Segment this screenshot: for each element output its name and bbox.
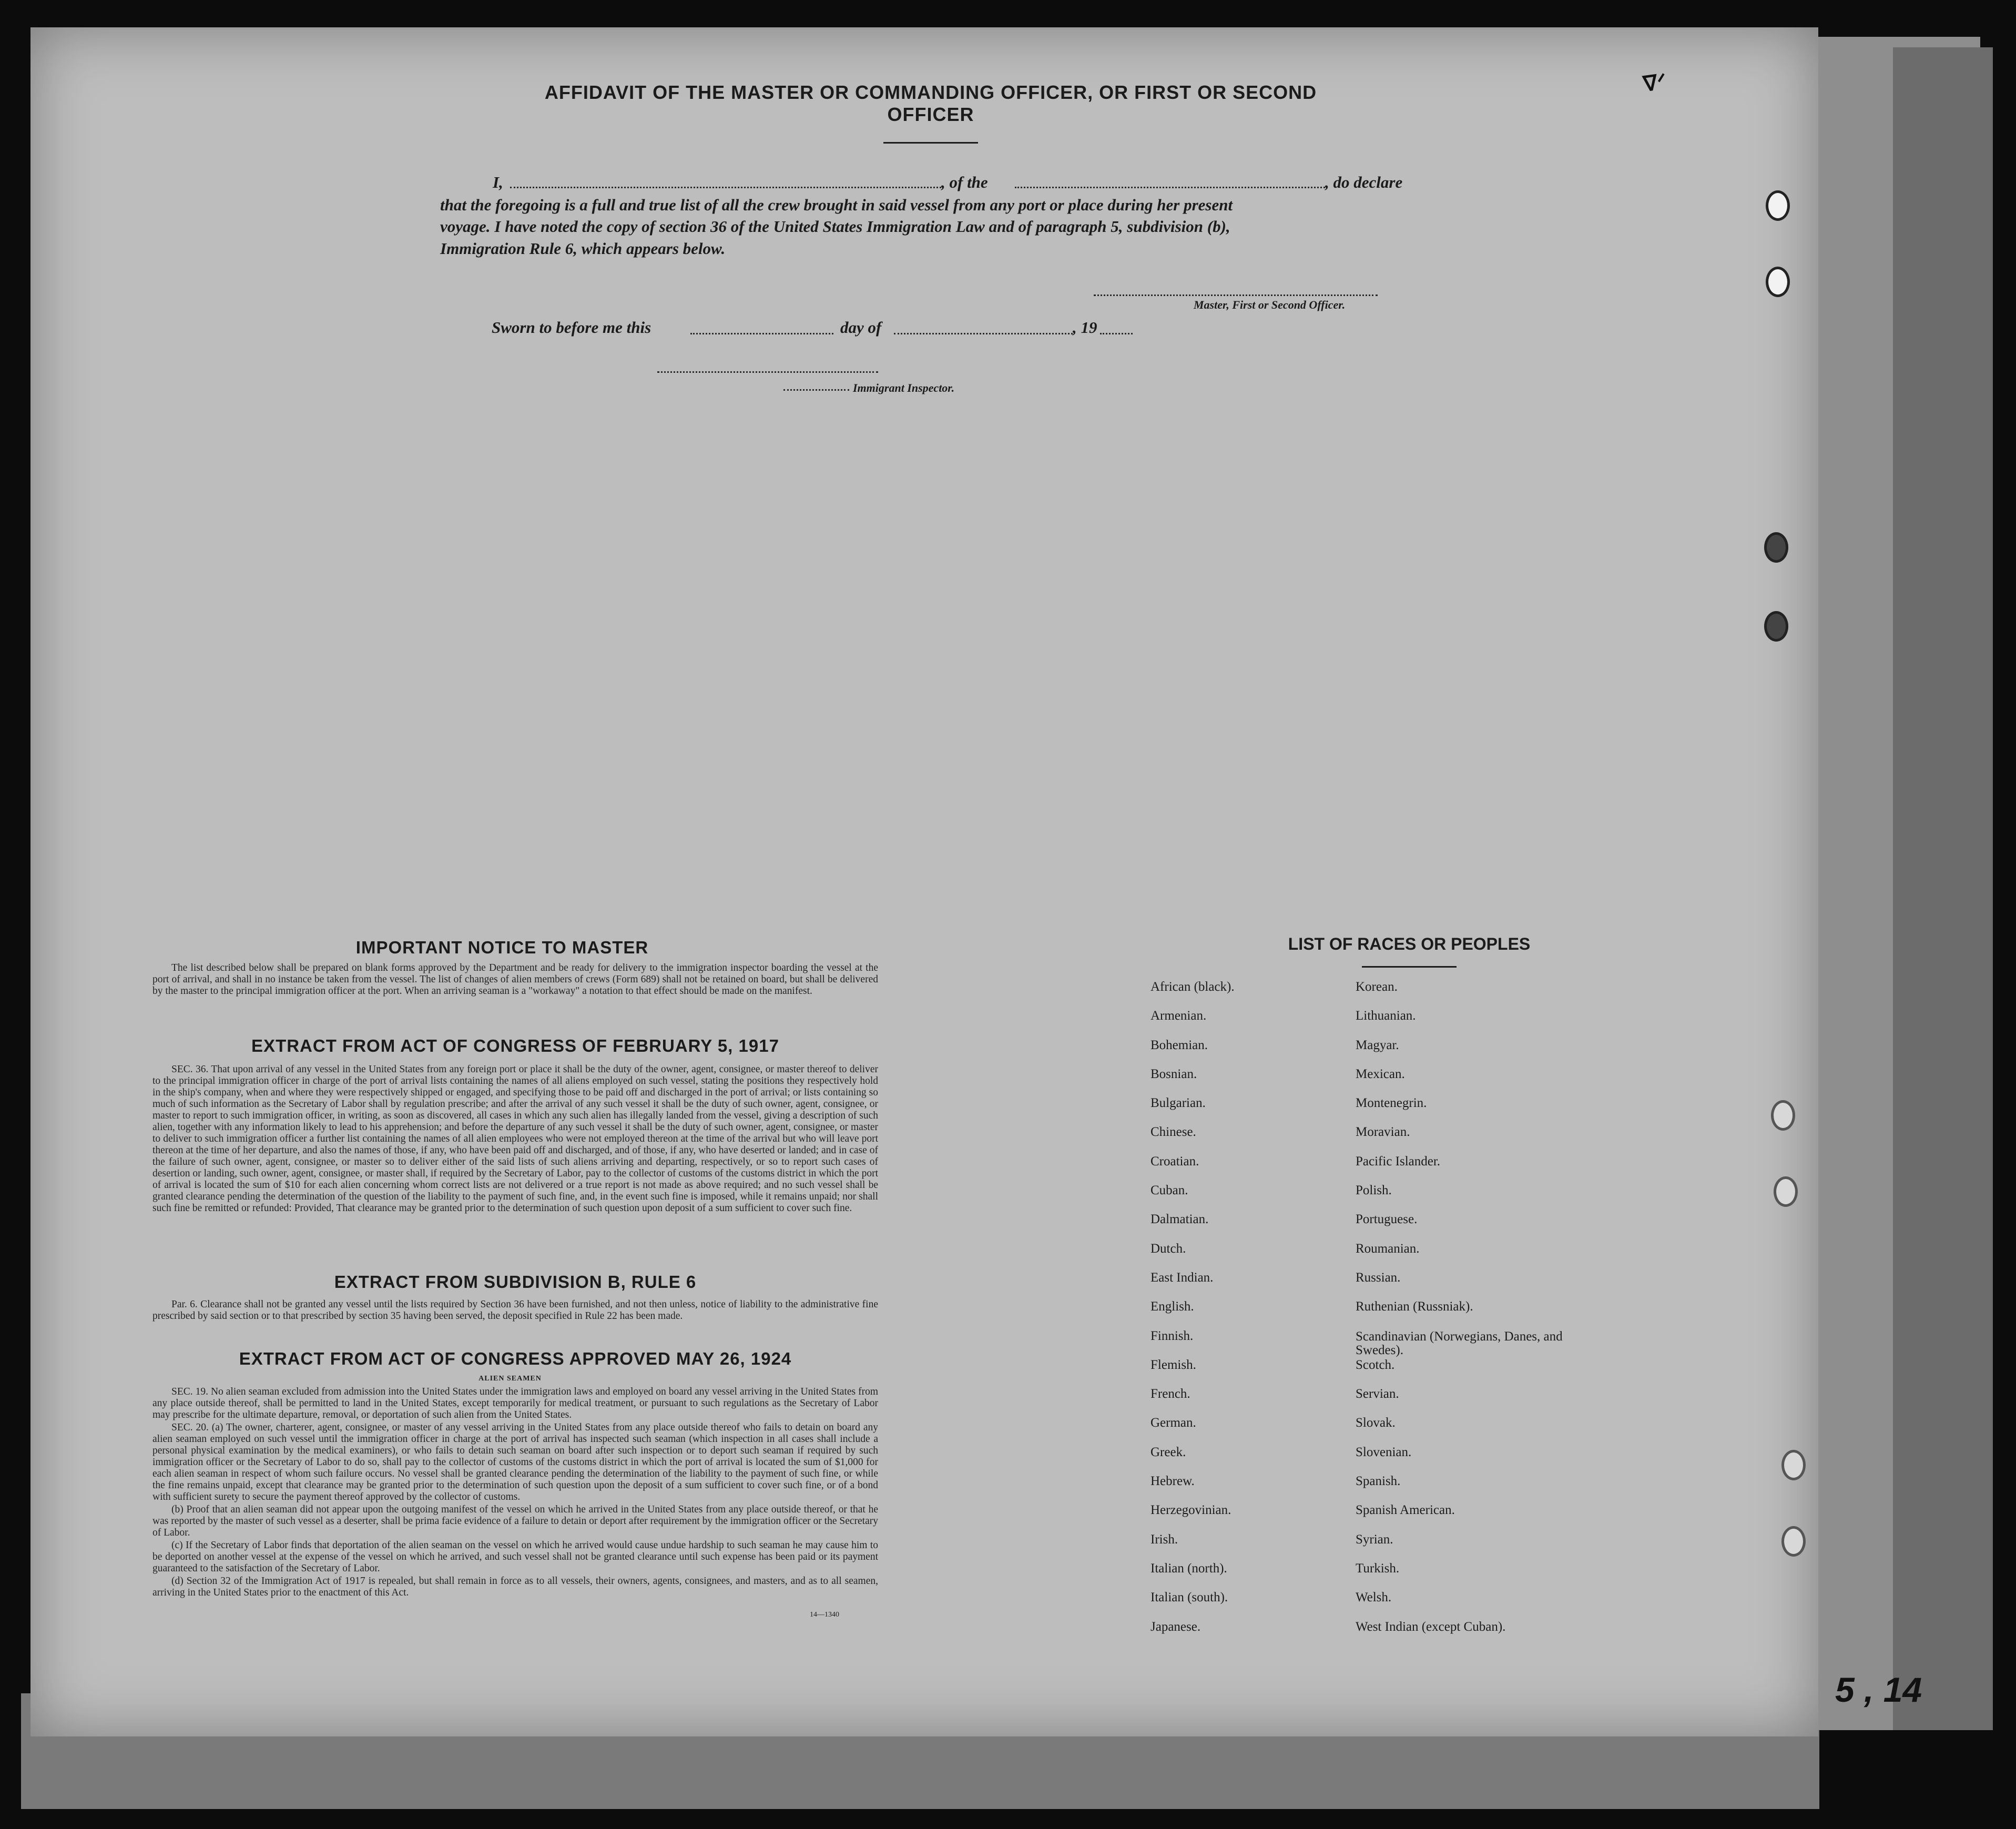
race-item: French. bbox=[1150, 1387, 1190, 1401]
of-the-label: , of the bbox=[941, 173, 988, 191]
year-label: , 19 bbox=[1073, 318, 1097, 337]
extract-1924-text bbox=[152, 1386, 878, 1600]
race-item: West Indian (except Cuban). bbox=[1356, 1619, 1506, 1634]
race-item: Cuban. bbox=[1150, 1183, 1188, 1198]
race-item: Mexican. bbox=[1356, 1066, 1405, 1081]
race-item: Bulgarian. bbox=[1150, 1096, 1206, 1111]
race-item: Moravian. bbox=[1356, 1125, 1410, 1140]
race-item: Korean. bbox=[1356, 980, 1398, 994]
signature-blank bbox=[1094, 294, 1378, 296]
affidavit-title: AFFIDAVIT OF THE MASTER OR COMMANDING OFFICER, OR FIRST OR SECOND OFFICER bbox=[544, 82, 1317, 125]
affidavit-body-line3: Immigration Rule 6, which appears below. bbox=[440, 239, 726, 258]
extract-1917-title: EXTRACT FROM ACT OF CONGRESS OF FEBRUARY 5, 1917 bbox=[251, 1036, 779, 1055]
race-item: Spanish. bbox=[1356, 1474, 1401, 1489]
sec19-paragraph: SEC. 19. No alien seaman excluded from admission into the United States under the immigration laws and employed on board any vessel arriving in the United States from any place outside thereof, shall be permitted to land in the United States, except temporarily for medical treatment, or pursuant to such regulations as the Secretary of Labor may prescribe for the ultimate departure, removal, or deportation of such alien from the United States. bbox=[152, 1386, 878, 1420]
races-title: LIST OF RACES OR PEOPLES bbox=[1288, 934, 1531, 953]
vessel-blank bbox=[1015, 187, 1325, 188]
notice-title: IMPORTANT NOTICE TO MASTER bbox=[355, 938, 649, 957]
binder-hole-icon bbox=[1764, 611, 1788, 642]
race-item: English. bbox=[1150, 1299, 1194, 1314]
races-right-column bbox=[1356, 981, 1576, 1650]
backing-sheet-edge bbox=[1893, 47, 1993, 1730]
extract-1924-title: EXTRACT FROM ACT OF CONGRESS APPROVED MAY 26, 1924 bbox=[239, 1349, 792, 1368]
extract-rule6-paragraph: Par. 6. Clearance shall not be granted any vessel until the lists required by Section 36 have been furnished, and not then unless, notice of liability to the administrative fine prescribed by said section or to that prescribed by section 35 having been served, the deposit specified in Rule 22 has been made. bbox=[152, 1299, 878, 1322]
sec20a-paragraph: SEC. 20. (a) The owner, charterer, agent, consignee, or master of any vessel arriving in the United States from any place outside thereof who fails to detain on board any alien seaman employed on such vessel until the immigration officer in charge at the port of arrival has inspected such seaman (which inspection in all cases shall include a personal physical examination by the medical examiners), or who fails to detain such seaman on board after such inspection or to deport such seaman if required by such immigration officer or the Secretary of Labor to do so, shall pay to the collector of customs of the customs district in which the port of arrival is located the sum of $1,000 for each alien seaman in respect of whom such failure occurs. No vessel shall be granted clearance pending the determination of the liability to the payment of such fine, or while the fine remains unpaid, except that clearance may be granted prior to the determination of such question upon the deposit of a sum sufficient to cover such fine, or of a bond with sufficient surety to secure the payment thereof approved by the collector of customs. bbox=[152, 1422, 878, 1502]
race-item: Slovenian. bbox=[1356, 1445, 1412, 1459]
binder-hole-icon bbox=[1766, 267, 1790, 297]
race-item: Roumanian. bbox=[1356, 1241, 1420, 1256]
handwritten-page-number: 5 , 14 bbox=[1835, 1670, 1922, 1709]
race-item: Turkish. bbox=[1356, 1561, 1400, 1576]
binder-hole-icon bbox=[1771, 1100, 1795, 1131]
affidavit-body-line1: that the foregoing is a full and true list of all the crew brought in said vessel from any port or place during her present bbox=[440, 196, 1233, 214]
race-item: Portuguese. bbox=[1356, 1212, 1418, 1227]
race-item: Bohemian. bbox=[1150, 1038, 1208, 1052]
race-item: Bosnian. bbox=[1150, 1066, 1197, 1081]
race-item: German. bbox=[1150, 1416, 1196, 1430]
sworn-year-blank bbox=[1100, 333, 1133, 334]
sec20c-paragraph: (c) If the Secretary of Labor finds that deportation of the alien seaman on the vessel on which he arrived would cause undue hardship to such seaman he may cause him to be deported on another vessel at the expense of the vessel on which he arrived, and such vessel shall not be granted clearance until such expense has been paid or its payment guaranteed to the satisfaction of the Secretary of Labor. bbox=[152, 1540, 878, 1574]
race-item: Irish. bbox=[1150, 1532, 1178, 1547]
affidavit-body-line2: voyage. I have noted the copy of section 36 of the United States Immigration Law and of paragraph 5, subdivision (b), bbox=[440, 217, 1230, 236]
race-item: Scotch. bbox=[1356, 1357, 1395, 1372]
race-item: African (black). bbox=[1150, 980, 1235, 994]
sworn-label: Sworn to before me this bbox=[492, 318, 651, 337]
race-item: Hebrew. bbox=[1150, 1474, 1195, 1489]
race-item: Greek. bbox=[1150, 1445, 1186, 1459]
binder-hole-icon bbox=[1766, 190, 1790, 221]
race-item: Welsh. bbox=[1356, 1590, 1392, 1605]
affidavit-i-label: I, bbox=[493, 173, 503, 191]
extract-rule6-text bbox=[152, 1299, 878, 1323]
race-item: Croatian. bbox=[1150, 1154, 1199, 1168]
sec20b-paragraph: (b) Proof that an alien seaman did not appear upon the outgoing manifest of the vessel on which he arrived in the United States from any place outside thereof, or that he was reported by the master of such vessel as a deserter, shall be prima facie evidence of a failure to detain or deport after requirement by the immigration officer or the Secretary of Labor. bbox=[152, 1504, 878, 1538]
declare-label: , do declare bbox=[1325, 173, 1403, 191]
sworn-month-blank bbox=[894, 333, 1073, 334]
title-underline bbox=[883, 142, 978, 144]
race-item: Finnish. bbox=[1150, 1328, 1194, 1343]
day-of-label: day of bbox=[840, 318, 882, 337]
race-item: Syrian. bbox=[1356, 1532, 1393, 1547]
alien-seamen-subtitle: ALIEN SEAMEN bbox=[478, 1375, 542, 1383]
signature-label: Master, First or Second Officer. bbox=[1194, 298, 1346, 311]
race-item: Montenegrin. bbox=[1356, 1096, 1427, 1111]
binder-hole-icon bbox=[1781, 1450, 1806, 1480]
binder-hole-icon bbox=[1781, 1526, 1806, 1557]
race-item: Scandinavian (Norwegians, Danes, and Swedes). bbox=[1356, 1329, 1563, 1357]
sec20d-paragraph: (d) Section 32 of the Immigration Act of 1917 is repealed, but shall remain in force as to all vessels, their owners, agents, consignees, and masters, and as to all seamen, arriving in the United States prior to the enactment of this Act. bbox=[152, 1576, 878, 1598]
extract-1917-text bbox=[152, 1064, 878, 1215]
race-item: Slovak. bbox=[1356, 1416, 1396, 1430]
notice-paragraph: The list described below shall be prepared on blank forms approved by the Department and be ready for delivery to the immigration inspector boarding the vessel at the port of arrival, and shall in no instance be taken from the vessel. The list of changes of alien members of crews (Form 689) shall not be retained on board, but shall be delivered by the master to the principal immigration officer at the port. When an arriving seaman is a "workaway" a notation to that effect should be made on the manifest. bbox=[152, 962, 878, 997]
extract-1917-paragraph: SEC. 36. That upon arrival of any vessel in the United States from any foreign port or place it shall be the duty of the owner, agent, consignee, or master thereof to deliver to the principal immigration officer in charge of the port of arrival lists containing the names of all aliens employed on such vessel, stating the positions they respectively hold in the ship's company, when and where they were respectively shipped or engaged, and specifying those to be paid off and discharged in the port of arrival; or lists containing so much of such information as the Secretary of Labor shall by regulation prescribe; and after the arrival of any such vessel it shall be the duty of such owner, agent, consignee, or master to report to such immigration officer, in writing, as soon as discovered, all cases in which any such alien has illegally landed from the vessel, giving a description of such alien, together with any information likely to lead to his apprehension; and before the departure of any such vessel it shall be the duty of such owner, agent, consignee, or master to deliver to such immigration officer a further list containing the names of all alien employees who were not employed thereon at the time of the arrival but who will leave port thereon at the time of her departure, and also the names of those, if any, who have been paid off and discharged, and of those, if any, who have deserted or landed; and in case of the failure of such owner, agent, consignee, or master so to deliver either of the said lists of such aliens arriving and departing, respectively, or so to report such cases of desertion or landing, such owner, agent, consignee, or master shall, if required by the Secretary of Labor, pay to the collector of customs of the customs district in which the port of arrival is located the sum of $10 for each alien concerning whom correct lists are not delivered or a true report is not made as above required; and no such vessel shall be granted clearance pending the determination of the question of the liability to the payment of such fine, and, in the event such fine is imposed, while it remains unpaid; nor shall such fine be remitted or refunded: Provided, That clearance may be granted prior to the determination of such question upon deposit of a sum sufficient to cover such fine. bbox=[152, 1064, 878, 1214]
race-item: Servian. bbox=[1356, 1387, 1399, 1401]
inspector-signature-blank bbox=[657, 371, 878, 373]
race-item: Flemish. bbox=[1150, 1357, 1196, 1372]
race-item: Italian (south). bbox=[1150, 1590, 1228, 1605]
handwritten-corner-mark: ᐁᐟ bbox=[1642, 70, 1668, 96]
race-item: Lithuanian. bbox=[1356, 1009, 1416, 1023]
race-item: Polish. bbox=[1356, 1183, 1392, 1198]
race-item: Pacific Islander. bbox=[1356, 1154, 1441, 1168]
inspector-label: Immigrant Inspector. bbox=[853, 381, 955, 394]
race-item: Dutch. bbox=[1150, 1241, 1186, 1256]
race-item: Armenian. bbox=[1150, 1009, 1207, 1023]
race-item: East Indian. bbox=[1150, 1270, 1214, 1285]
inspector-blank bbox=[783, 389, 849, 391]
races-left-column bbox=[1150, 981, 1350, 1650]
name-blank bbox=[510, 187, 941, 188]
race-item: Japanese. bbox=[1150, 1619, 1201, 1634]
races-title-underline bbox=[1362, 966, 1457, 968]
notice-text bbox=[152, 962, 878, 998]
sworn-day-blank bbox=[690, 333, 833, 334]
race-item: Magyar. bbox=[1356, 1038, 1399, 1052]
race-item: Russian. bbox=[1356, 1270, 1401, 1285]
extract-rule6-title: EXTRACT FROM SUBDIVISION B, RULE 6 bbox=[334, 1272, 697, 1292]
race-item: Spanish American. bbox=[1356, 1503, 1455, 1518]
race-item: Italian (north). bbox=[1150, 1561, 1227, 1576]
form-number: 14—1340 bbox=[810, 1611, 839, 1619]
binder-hole-icon bbox=[1774, 1176, 1798, 1207]
race-item: Ruthenian (Russniak). bbox=[1356, 1299, 1473, 1314]
binder-hole-icon bbox=[1764, 532, 1788, 563]
race-item: Chinese. bbox=[1150, 1125, 1196, 1140]
race-item: Dalmatian. bbox=[1150, 1212, 1209, 1227]
race-item: Herzegovinian. bbox=[1150, 1503, 1231, 1518]
